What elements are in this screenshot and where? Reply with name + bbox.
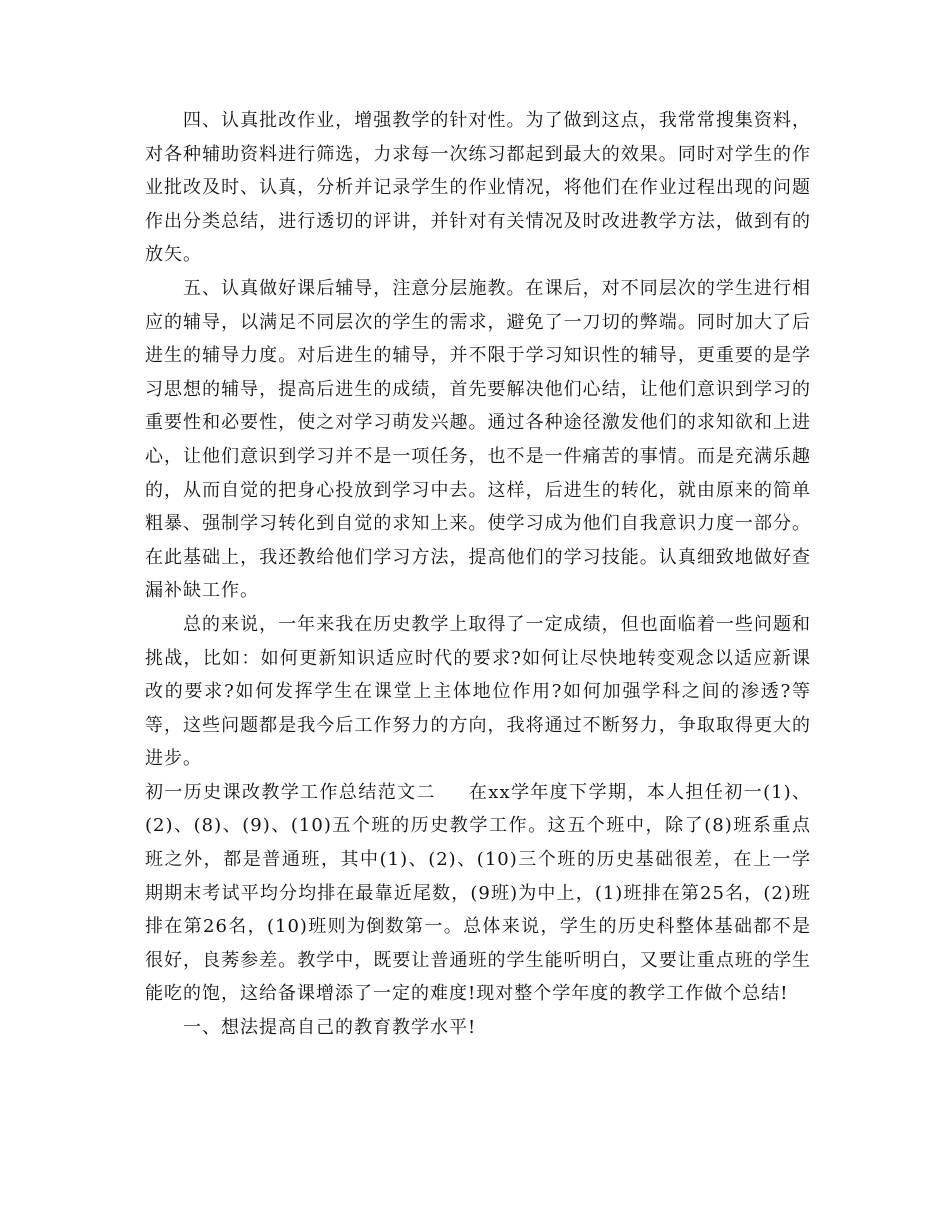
- paragraph-homework: 四、认真批改作业，增强教学的针对性。为了做到这点，我常常搜集资料，对各种辅助资料进行筛选，力求每一次练习都起到最大的效果。同时对学生的作业批改及时、认真，分析并记录学生的作业情况，将他们在作业过程出现的问题作出分类总结，进行透切的评讲，并针对有关情况及时改进教学方法，做到有的放矢。: [145, 110, 811, 266]
- section-two-paragraph: [145, 776, 811, 1011]
- paragraph-summary: 总的来说，一年来我在历史教学上取得了一定成绩，但也面临着一些问题和挑战，比如：如何更新知识适应时代的要求?如何让尽快地转变观念以适应新课改的要求?如何发挥学生在课堂上主体地位作用?如何加强学科之间的渗透?等等，这些问题都是我今后工作努力的方向，我将通过不断努力，争取取得更大的进步。: [145, 613, 811, 770]
- section-body: 在xx学年度下学期，本人担任初一(1)、(2)、(8)、(9)、(10)五个班的历史教学工作。这五个班中，除了(8)班系重点班之外，都是普通班，其中(1)、(2)、(10)三个班的历史基础很差，在上一学期期末考试平均分均排在最靠近尾数，(9班)为中上，(1)班排在第25名，(2)班排在第26名，(10)班则为倒数第一。总体来说，学生的历史科整体基础都不是很好，良莠参差。教学中，既要让普通班的学生能听明白，又要让重点班的学生能吃的饱，这给备课增添了一定的难度!现对整个学年度的教学工作做个总结!: [145, 781, 811, 1005]
- paragraph-closing: 一、想法提高自己的教育教学水平!: [183, 1017, 477, 1039]
- section-heading: 初一历史课改教学工作总结范文二: [145, 781, 436, 803]
- paragraph-tutoring: 五、认真做好课后辅导，注意分层施教。在课后，对不同层次的学生进行相应的辅导，以满足不同层次的学生的需求，避免了一刀切的弊端。同时加大了后进生的辅导力度。对后进生的辅导，并不限于学习知识性的辅导，更重要的是学习思想的辅导，提高后进生的成绩，首先要解决他们心结，让他们意识到学习的重要性和必要性，使之对学习萌发兴趣。通过各种途径激发他们的求知欲和上进心，让他们意识到学习并不是一项任务，也不是一件痛苦的事情。而是充满乐趣的，从而自觉的把身心投放到学习中去。这样，后进生的转化，就由原来的简单粗暴、强制学习转化到自觉的求知上来。使学习成为他们自我意识力度一部分。在此基础上，我还教给他们学习方法，提高他们的学习技能。认真细致地做好查漏补缺工作。: [145, 277, 811, 602]
- document-page: [145, 104, 811, 1045]
